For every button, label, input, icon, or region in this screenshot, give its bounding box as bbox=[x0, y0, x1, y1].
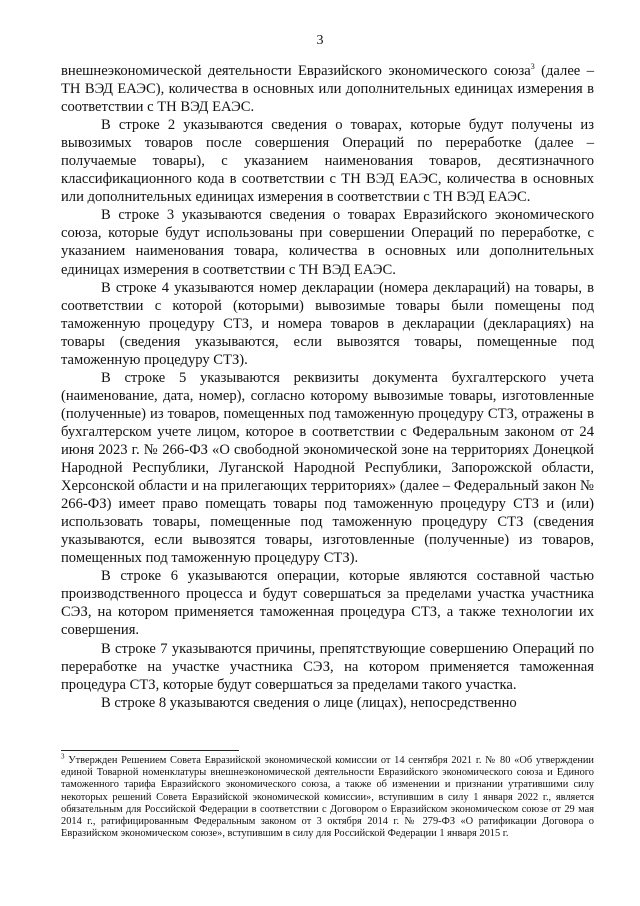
footnote-reference: 3 bbox=[530, 62, 535, 72]
paragraph-continuation bbox=[61, 62, 594, 116]
paragraph-continuation-tail: (далее – ТН ВЭД ЕАЭС), количества в основных или дополнительных единицах измерения в соответствии с ТН ВЭД ЕАЭС. bbox=[61, 63, 594, 116]
page-number: 3 bbox=[316, 33, 324, 48]
footnote-mark: 3 bbox=[61, 752, 65, 761]
paragraph-line-5: В строке 5 указываются реквизиты документа бухгалтерского учета (наименование, дата, номер), согласно которому вывозимые товары, изготовленные (полученные) из товаров, помещенных под таможенную процедуру СТЗ, отражены в бухгалтерском учете лицом, которое в соответствии с Федеральным законом от 24 июня 2023 г. № 266-ФЗ «О свободной экономической зоне на территориях Донецкой Народной Республики, Луганской Народной Республики, Запорожской области, Херсонской области и на прилегающих территориях» (далее – Федеральный закон № 266-ФЗ) имеет право помещать товары под таможенную процедуру СТЗ и (или) использовать товары, помещенные под таможенную процедуру СТЗ (сведения указываются, если вывозятся товары, изготовленные (полученные) из товаров, помещенных под таможенную процедуру СТЗ). bbox=[61, 369, 594, 567]
paragraph-line-6: В строке 6 указываются операции, которые являются составной частью производственного процесса и будут совершаться за пределами участка участника СЭЗ, на котором применяется таможенная процедура СТЗ, а также технологии их совершения. bbox=[61, 568, 594, 639]
footnote-separator bbox=[61, 750, 239, 751]
paragraph-line-7: В строке 7 указываются причины, препятствующие совершению Операций по переработке на участке участника СЭЗ, на котором применяется таможенная процедура СТЗ, которые будут совершаться за пределами такого участка. bbox=[61, 640, 594, 693]
document-body bbox=[61, 62, 594, 712]
paragraph-line-2: В строке 2 указываются сведения о товарах, которые будут получены из вывозимых товаров после совершения Операций по переработке (далее – получаемые товары), с указанием наименования товаров, десятизначного классификационного кода в соответствии с ТН ВЭД ЕАЭС, количества в основных или дополнительных единицах измерения в соответствии с ТН ВЭД ЕАЭС. bbox=[61, 117, 594, 206]
footnote-text: Утвержден Решением Совета Евразийской экономической комиссии от 14 сентября 2021 г. № 80 «Об утверждении единой Товарной номенклатуры внешнеэкономической деятельности Евразийского экономического союза и Единого таможенного тарифа Евразийского экономического союза, а также об изменении и признании утратившими силу некоторых решений Совета Евразийской экономической комиссии», вступившим в силу 1 января 2022 г., является обязательным для Российской Федерации в соответствии с Договором о Евразийском экономическом союзе от 29 мая 2014 г., ратифицированным Федеральным законом от 3 октября 2014 г. № 279-ФЗ «О ратификации Договора о Евразийском экономическом союзе», вступившим в силу для Российской Федерации 1 января 2015 г. bbox=[61, 755, 594, 840]
paragraph-continuation-text: внешнеэкономической деятельности Евразийского экономического союза bbox=[61, 63, 531, 79]
paragraph-line-4: В строке 4 указываются номер декларации (номера деклараций) на товары, в соответствии с которой (которыми) вывозимые товары были помещены под таможенную процедуру СТЗ, и номера товаров в декларации (декларациях) на товары (сведения указываются, если вывозятся товары, помещенные под таможенную процедуру СТЗ). bbox=[61, 279, 594, 368]
paragraph-line-3: В строке 3 указываются сведения о товарах Евразийского экономического союза, которые будут использованы при совершении Операций по переработке, с указанием наименования товара, количества в основных или дополнительных единицах измерения в соответствии с ТН ВЭД ЕАЭС. bbox=[61, 207, 594, 278]
footnote bbox=[61, 752, 594, 840]
paragraph-line-8: В строке 8 указываются сведения о лице (лицах), непосредственно bbox=[101, 694, 517, 711]
